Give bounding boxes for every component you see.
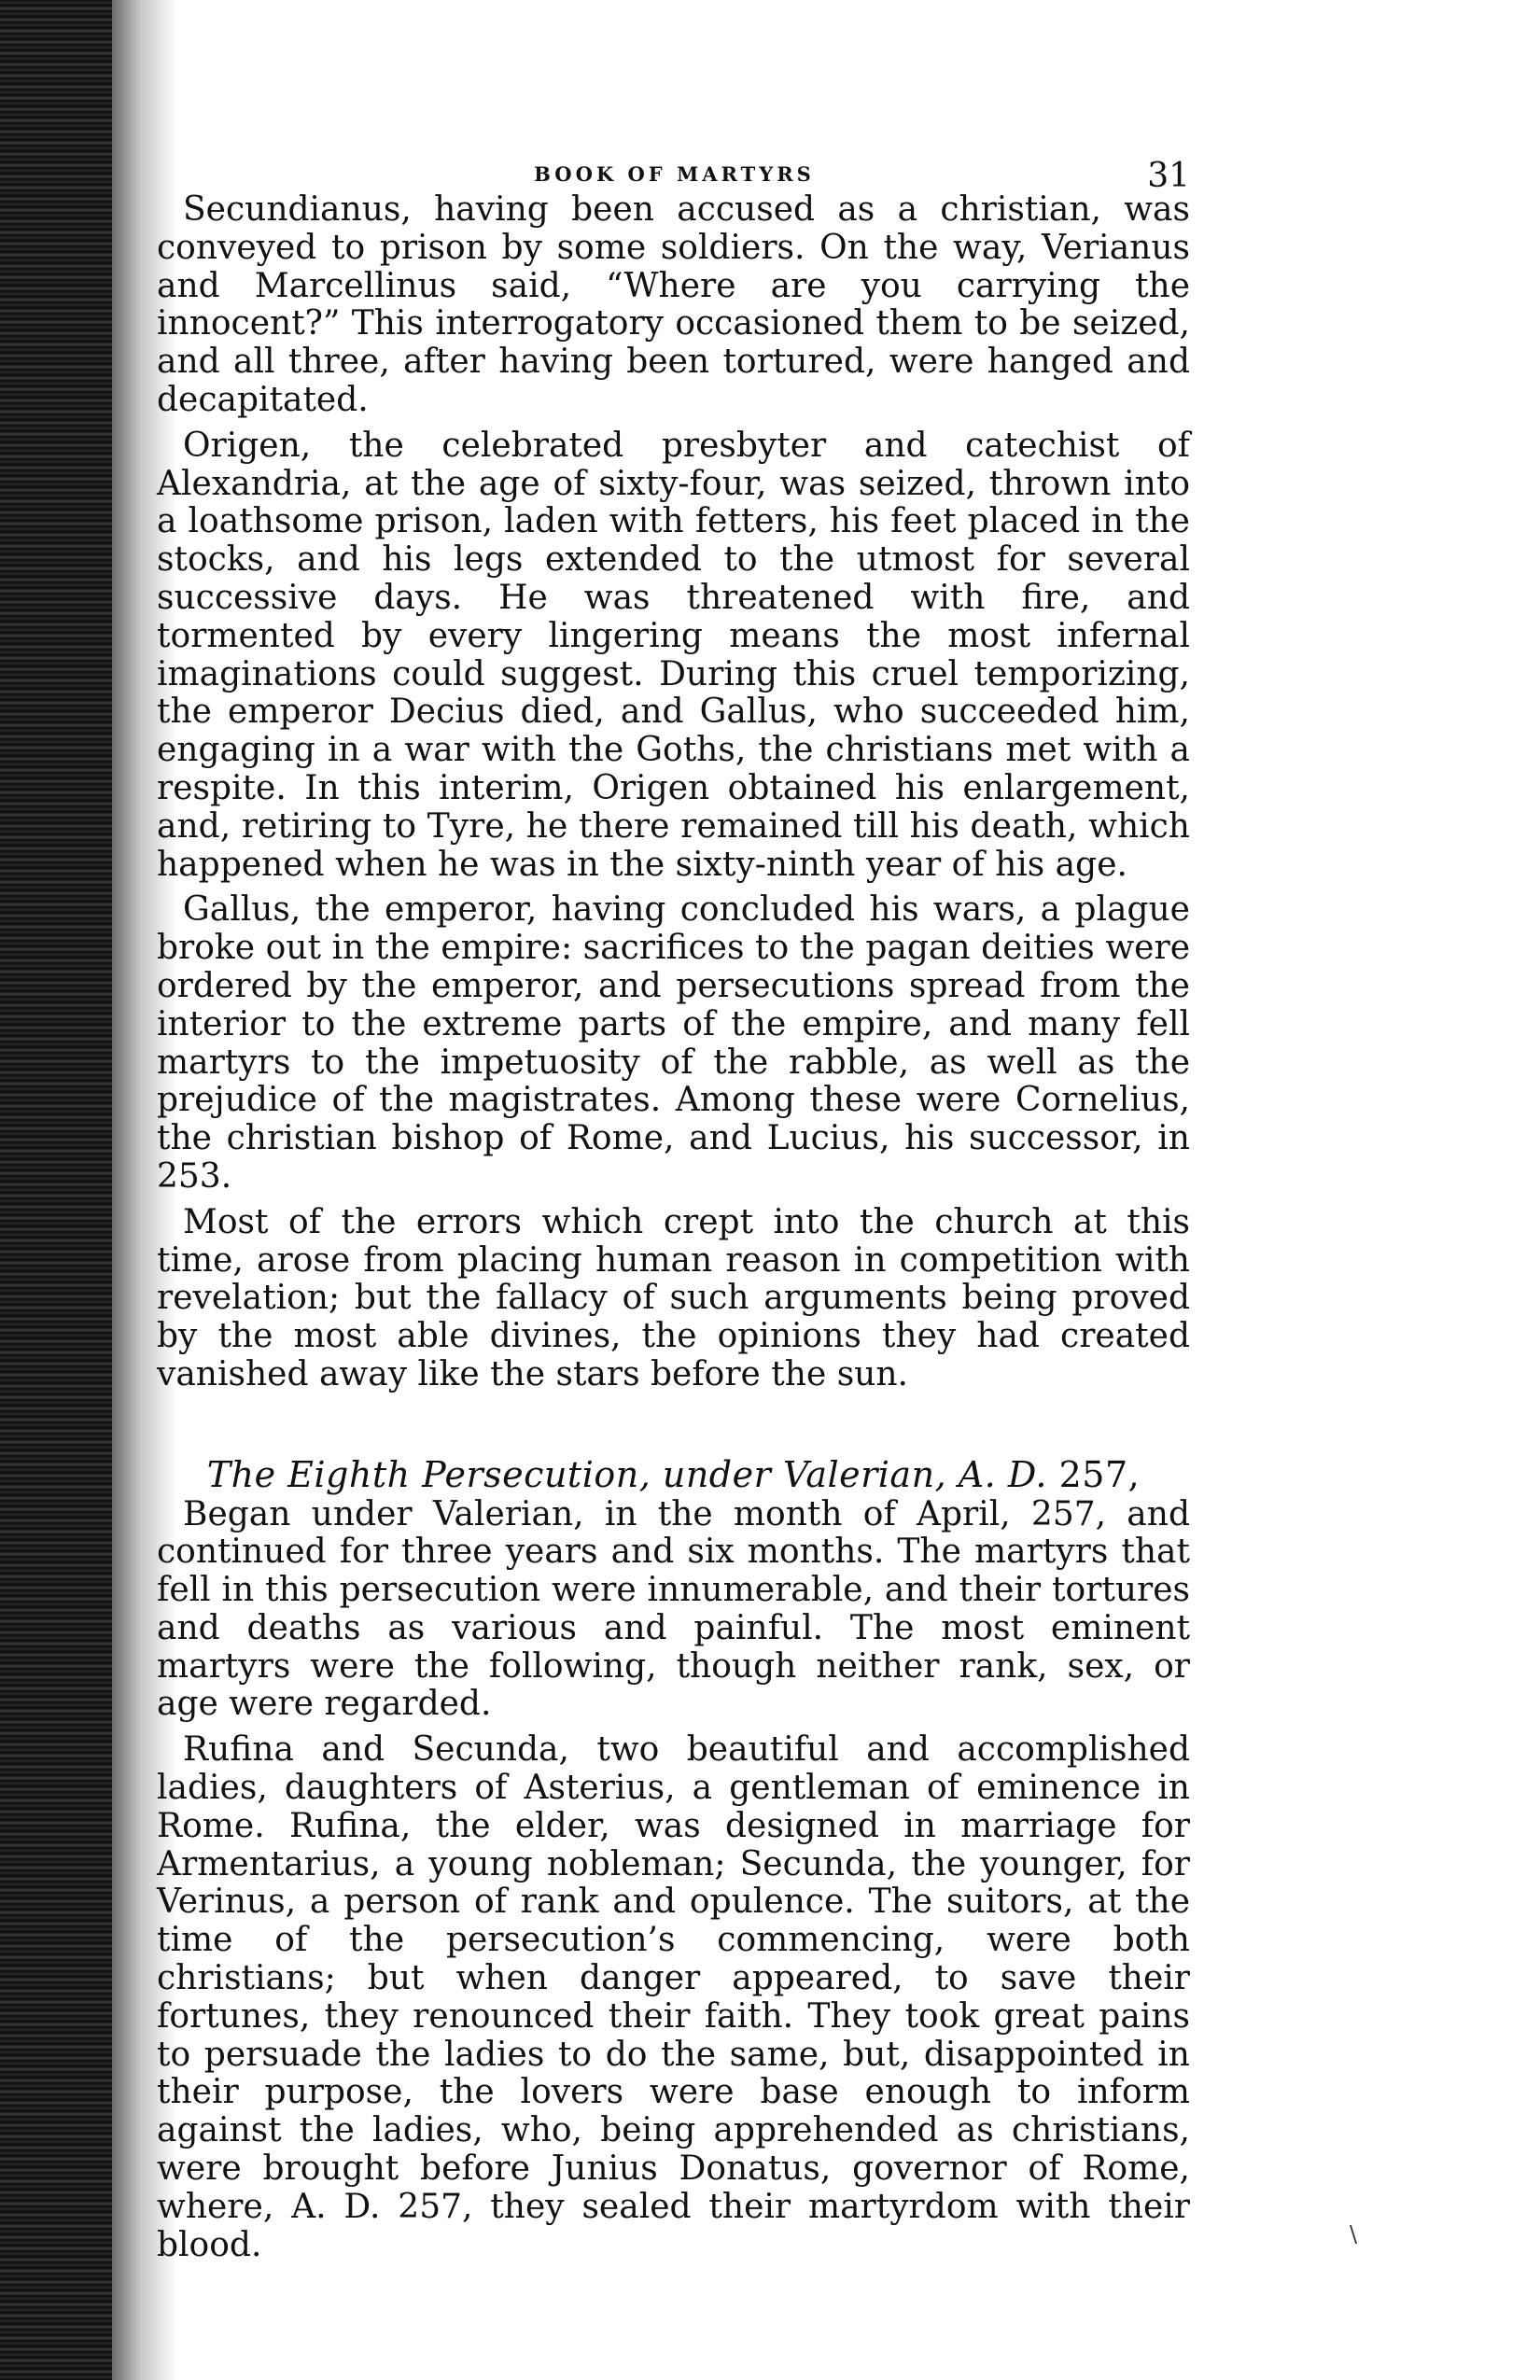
body-text [157,191,1190,2272]
running-header [159,157,1190,194]
page-number: 31 [1147,157,1190,195]
stray-ink-mark: \ [1350,2221,1358,2247]
paragraph-origen: Origen, the celebrated presbyter and catechist of Alexandria, at the age of sixty-four, was seized, thrown into a loathsome prison, laden with fetters, his feet placed in the stocks, and his legs extended to the utmost for several successive days. He was threatened with fire, and tormented by every lingering means the most infernal imaginations could suggest. During this cruel temporizing, the emperor Decius died, and Gallus, who succeeded him, engaging in a war with the Goths, the christians met with a respite. In this interim, Origen obtained his enlargement, and, retiring to Tyre, he there remained till his death, which happened when he was in the sixty-ninth year of his age. [157,426,1190,884]
paragraph-errors: Most of the errors which crept into the church at this time, arose from placing human reason in competition with revelation; but the fallacy of such arguments being proved by the most able divines, the opinions they had created vanished away like the stars before the sun. [157,1202,1190,1393]
paragraph-gallus: Gallus, the emperor, having concluded his wars, a plague broke out in the empire: sacrifices to the pagan deities were ordered by the emperor, and persecutions spread from the interior to the extreme parts of the empire, and many fell martyrs to the impetuosity of the rabble, as well as the prejudice of the magistrates. Among these were Cornelius, the christian bishop of Rome, and Lucius, his successor, in 253. [157,890,1190,1196]
paragraph-rufina-secunda: Rufina and Secunda, two beautiful and accomplished ladies, daughters of Asterius, a gentleman of eminence in Rome. Rufina, the elder, was designed in marriage for Armentarius, a young nobleman; Secunda, the younger, for Verinus, a person of rank and opulence. The suitors, at the time of the persecution’s commencing, were both christians; but when danger appeared, to save their fortunes, they renounced their faith. They took great pains to persuade the ladies to do the same, but, disappointed in their purpose, the lovers were base enough to inform against the ladies, who, being apprehended as christians, were brought before Junius Donatus, governor of Rome, where, A. D. 257, they sealed their martyrdom with their blood. [157,1730,1190,2264]
running-header-title: BOOK OF MARTYRS [534,162,815,186]
paragraph-secundianus: Secundianus, having been accused as a christian, was conveyed to prison by some soldiers. On the way, Verianus and Marcellinus said, “Where are you carrying the innocent?” This interrogatory occasioned them to be seized, and all three, after having been tortured, were hanged and decapitated. [157,190,1190,419]
book-binding-edge [0,0,112,2380]
paragraph-valerian: Began under Valerian, in the month of April, 257, and continued for three years and six months. The martyrs that fell in this persecution were innumerable, and their tortures and deaths as various and painful. The most eminent martyrs were the following, though neither rank, sex, or age were regarded. [157,1494,1190,1724]
section-heading-title: The Eighth Persecution, under Valerian, A. D. [206,1453,1048,1495]
section-heading [157,1453,1190,1495]
section-heading-year: 257, [1058,1453,1141,1495]
